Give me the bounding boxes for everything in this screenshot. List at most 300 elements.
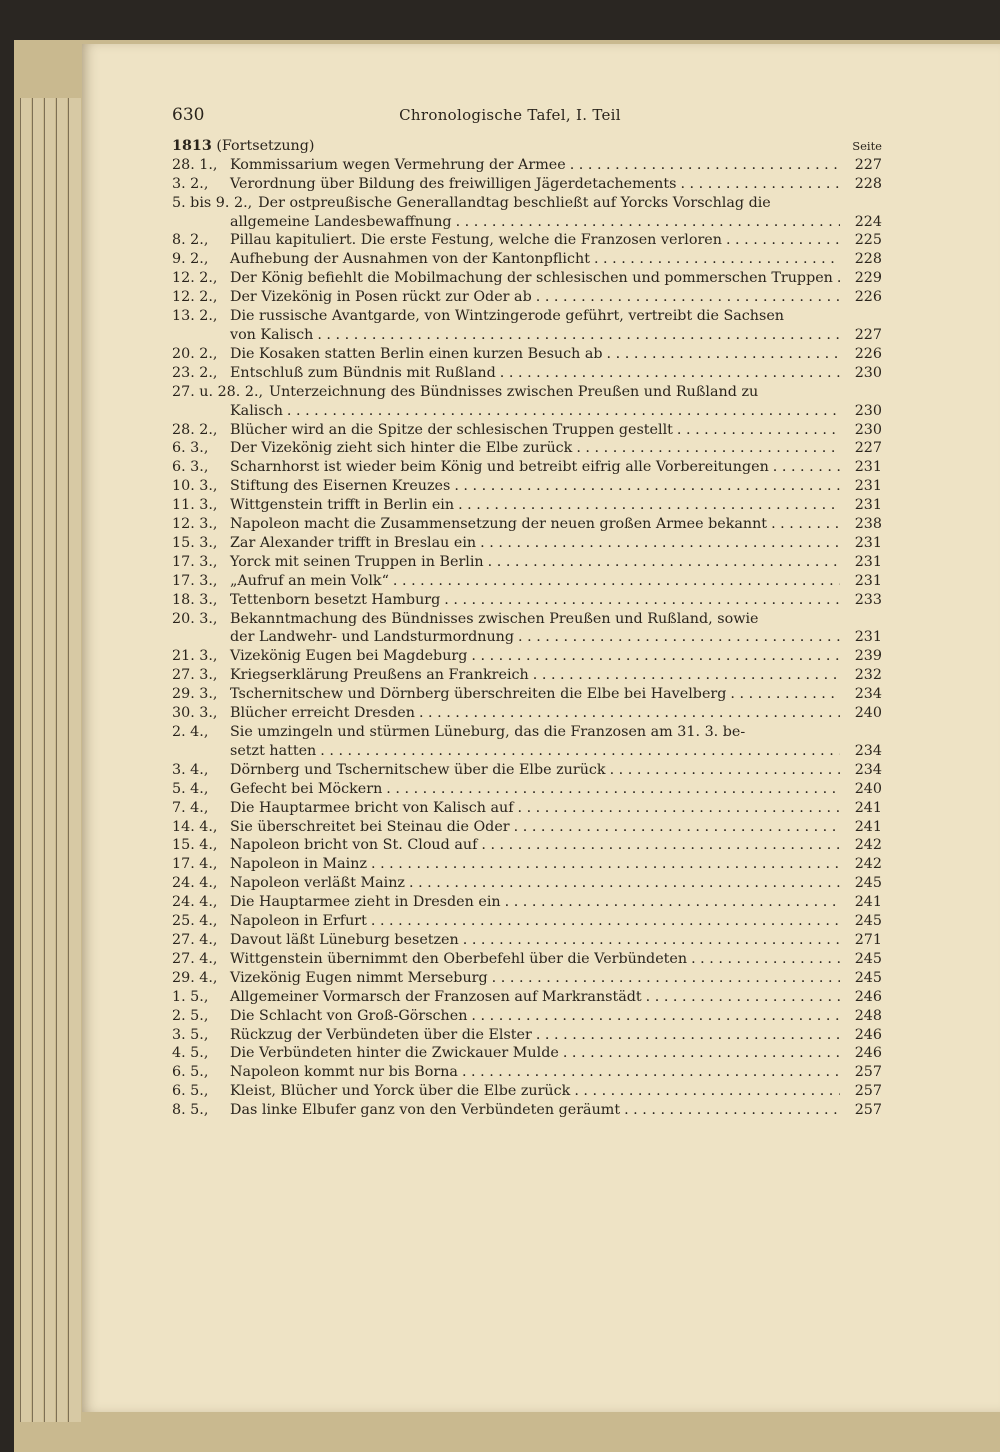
entry-line [230, 591, 882, 610]
entry-page-ref: 246 [854, 1026, 882, 1043]
entry-text: Die Kosaken statten Berlin einen kurzen Besuch ab [230, 345, 603, 362]
entry-body [230, 874, 882, 893]
entry-page-ref: 231 [854, 572, 882, 589]
entry-text: Tschernitschew und Dörnberg überschreiten die Elbe bei Havelberg [230, 686, 727, 703]
entry-text: Unterzeichnung des Bündnisses zwischen Preußen und Rußland zu [269, 383, 759, 400]
entry-text: Napoleon in Erfurt [230, 913, 367, 930]
dot-leader [570, 1082, 840, 1101]
chronology-entry [172, 761, 882, 780]
entry-line [230, 836, 882, 855]
column-label: Seite [852, 138, 882, 153]
page-header [172, 106, 882, 125]
entry-date: 27. 4., [172, 950, 218, 967]
entry-date: 15. 3., [172, 534, 218, 551]
entry-text: allgemeine Landesbewaffnung [230, 213, 452, 230]
page-edge [44, 98, 55, 1422]
dot-leader [313, 326, 840, 345]
chronology-entry [172, 1082, 882, 1101]
entry-date: 2. 5., [172, 1007, 209, 1024]
entry-body [230, 610, 882, 648]
chronology-entry [172, 421, 882, 440]
entry-date: 10. 3., [172, 478, 218, 495]
entry-text: Scharnhorst ist wieder beim König und betreibt eifrig alle Vorbereitungen [230, 459, 769, 476]
entry-text: Vizekönig Eugen bei Magdeburg [230, 648, 468, 665]
dot-leader [382, 780, 840, 799]
dot-leader [559, 1044, 840, 1063]
entry-body [230, 231, 882, 250]
entry-date: 6. 3., [172, 459, 209, 476]
chronology-entry [172, 572, 882, 591]
entry-line [230, 799, 882, 818]
entry-body [230, 553, 882, 572]
entry-text: von Kalisch [230, 326, 314, 343]
entry-line [230, 874, 882, 893]
entry-line [230, 818, 882, 837]
chronology-entry [172, 1063, 882, 1082]
chronology-entry [172, 610, 882, 648]
entry-text: Napoleon macht die Zusammensetzung der neuen großen Armee bekannt [230, 516, 768, 533]
entry-date: 30. 3., [172, 705, 218, 722]
entry-line [230, 1007, 882, 1026]
entry-text: Allgemeiner Vormarsch der Franzosen auf Markranstädt [230, 988, 642, 1005]
dot-leader [452, 213, 840, 232]
entry-page-ref: 230 [854, 421, 882, 438]
dot-leader [532, 1026, 840, 1045]
dot-leader [514, 799, 841, 818]
chronology-entry [172, 553, 882, 572]
entry-text: Kalisch [230, 402, 283, 419]
entry-body [230, 761, 882, 780]
dot-leader [726, 685, 840, 704]
entry-date: 13. 2., [172, 308, 218, 325]
dot-leader [440, 591, 840, 610]
entry-page-ref: 246 [854, 1045, 882, 1062]
entry-line [230, 742, 882, 761]
entry-body [230, 685, 882, 704]
entry-date: 15. 4., [172, 837, 218, 854]
chronology-entry [172, 704, 882, 723]
dot-leader [620, 1101, 840, 1120]
entry-line [230, 175, 882, 194]
entry-body [230, 818, 882, 837]
entry-date: 3. 4., [172, 761, 209, 778]
dot-leader [283, 402, 840, 421]
entry-line [230, 761, 882, 780]
entry-line [230, 421, 882, 440]
entry-date: 8. 2., [172, 232, 209, 249]
entry-line [230, 704, 882, 723]
entry-page-ref: 230 [854, 402, 882, 419]
page-number: 630 [172, 105, 205, 125]
entry-body [230, 988, 882, 1007]
entry-line [230, 288, 882, 307]
entry-date: 3. 2., [172, 175, 209, 192]
entry-text: Napoleon bricht von St. Cloud auf [230, 837, 478, 854]
entry-text: „Aufruf an mein Volk“ [230, 572, 389, 589]
dot-leader [532, 288, 840, 307]
page-content [172, 106, 882, 1120]
entry-line [230, 969, 882, 988]
entry-line [230, 364, 882, 383]
entry-line [230, 931, 882, 950]
entry-page-ref: 238 [854, 516, 882, 533]
chronology-entry [172, 194, 882, 232]
entry-body [230, 421, 882, 440]
entry-page-ref: 231 [854, 553, 882, 570]
chronology-entry [172, 1101, 882, 1120]
entry-body [172, 194, 882, 232]
entry-page-ref: 242 [854, 856, 882, 873]
chronology-entry [172, 855, 882, 874]
chronology-entry [172, 383, 882, 421]
entry-text: Sie überschreitet bei Steinau die Oder [230, 818, 510, 835]
entry-date: 20. 3., [172, 610, 218, 627]
entry-line [230, 855, 882, 874]
chronology-entry [172, 250, 882, 269]
chronology-entry [172, 647, 882, 666]
year-heading: 1813 [172, 137, 212, 154]
entry-line [230, 723, 882, 742]
entry-body [230, 950, 882, 969]
entry-page-ref: 231 [854, 534, 882, 551]
entry-page-ref: 241 [854, 799, 882, 816]
entry-line [230, 988, 882, 1007]
entry-body [230, 1082, 882, 1101]
dot-leader [389, 572, 840, 591]
entry-page-ref: 224 [854, 213, 882, 230]
entry-text: Tettenborn besetzt Hamburg [230, 591, 441, 608]
entry-body [230, 1063, 882, 1082]
dot-leader [477, 836, 840, 855]
entry-line [172, 213, 882, 232]
entry-text: Kriegserklärung Preußens an Frankreich [230, 667, 529, 684]
entry-page-ref: 227 [854, 440, 882, 457]
chronology-entry [172, 534, 882, 553]
entry-page-ref: 227 [854, 326, 882, 343]
entry-date: 5. bis 9. 2., [172, 194, 253, 211]
dot-leader [642, 988, 840, 1007]
entry-date: 18. 3., [172, 591, 218, 608]
entry-body [230, 458, 882, 477]
entry-text: Stiftung des Eisernen Kreuzes [230, 478, 451, 495]
entry-body [230, 931, 882, 950]
entry-page-ref: 257 [854, 1064, 882, 1081]
entry-body [230, 250, 882, 269]
chronology-entry [172, 231, 882, 250]
entry-text: setzt hatten [230, 742, 317, 759]
entry-date: 6. 3., [172, 440, 209, 457]
chronology-entry [172, 666, 882, 685]
entry-date: 23. 2., [172, 364, 218, 381]
page-edge [32, 98, 43, 1422]
entry-text: Kommissarium wegen Vermehrung der Armee [230, 156, 566, 173]
chronology-entry [172, 780, 882, 799]
entry-text: Die Hauptarmee zieht in Dresden ein [230, 894, 501, 911]
dot-leader [676, 175, 840, 194]
entry-text: Pillau kapituliert. Die erste Festung, welche die Franzosen verloren [230, 232, 722, 249]
dot-leader [367, 855, 840, 874]
entry-date: 12. 2., [172, 289, 218, 306]
entry-line [230, 628, 882, 647]
year-note: (Fortsetzung) [216, 137, 315, 154]
entry-line [172, 194, 882, 213]
entry-date: 1. 5., [172, 988, 209, 1005]
dot-leader [673, 421, 840, 440]
entry-line [230, 1026, 882, 1045]
entry-text: Vizekönig Eugen nimmt Merseburg [230, 969, 488, 986]
chronology-entry [172, 893, 882, 912]
dot-leader [450, 477, 840, 496]
dot-leader [501, 893, 840, 912]
entry-page-ref: 231 [854, 629, 882, 646]
entry-text: Der Vizekönig in Posen rückt zur Oder ab [230, 289, 532, 306]
entry-text: Gefecht bei Möckern [230, 780, 383, 797]
entry-page-ref: 248 [854, 1007, 882, 1024]
entry-line [230, 496, 882, 515]
page-edge [20, 98, 31, 1422]
entry-body [230, 156, 882, 175]
entry-date: 29. 3., [172, 686, 218, 703]
entry-body [230, 307, 882, 345]
entry-page-ref: 231 [854, 497, 882, 514]
chronology-entry [172, 269, 882, 288]
entry-text: Der Vizekönig zieht sich hinter die Elbe zurück [230, 440, 573, 457]
chronology-entry [172, 969, 882, 988]
entry-text: Die Schlacht von Groß-Görschen [230, 1007, 468, 1024]
chronology-entry [172, 799, 882, 818]
entry-line [230, 269, 882, 288]
entry-text: Die Hauptarmee bricht von Kalisch auf [230, 799, 514, 816]
entry-date: 2. 4., [172, 724, 209, 740]
entry-date: 25. 4., [172, 913, 218, 930]
chronology-entry [172, 591, 882, 610]
dot-leader [514, 628, 840, 647]
dot-leader [467, 647, 840, 666]
entry-list [172, 156, 882, 1120]
entry-text: Entschluß zum Bündnis mit Rußland [230, 364, 496, 381]
entry-body [230, 836, 882, 855]
entry-body [230, 269, 882, 288]
entry-body [230, 647, 882, 666]
entry-line [230, 780, 882, 799]
entry-page-ref: 245 [854, 875, 882, 892]
entry-text: Wittgenstein übernimmt den Oberbefehl über die Verbündeten [230, 950, 688, 967]
entry-page-ref: 239 [854, 648, 882, 665]
entry-date: 5. 4., [172, 780, 209, 797]
entry-date: 9. 2., [172, 251, 209, 268]
entry-page-ref: 245 [854, 950, 882, 967]
chronology-entry [172, 156, 882, 175]
dot-leader [367, 912, 840, 931]
entry-body [230, 439, 882, 458]
entry-text: Der König befiehlt die Mobilmachung der schlesischen und pommerschen Truppen [230, 270, 833, 287]
dot-leader [572, 439, 840, 458]
entry-body [230, 1007, 882, 1026]
entry-text: Aufhebung der Ausnahmen von der Kantonpflicht [230, 251, 590, 268]
year-heading-group [172, 137, 314, 156]
entry-line [230, 534, 882, 553]
entry-date: 29. 4., [172, 969, 218, 986]
chronology-entry [172, 458, 882, 477]
entry-body [230, 855, 882, 874]
dot-leader [566, 156, 840, 175]
entry-page-ref: 245 [854, 913, 882, 930]
entry-page-ref: 229 [854, 270, 882, 287]
entry-date: 28. 1., [172, 156, 218, 173]
entry-line [230, 1101, 882, 1120]
page-edge [68, 98, 81, 1422]
entry-text: Rückzug der Verbündeten über die Elster [230, 1026, 532, 1043]
entry-page-ref: 225 [854, 232, 882, 249]
chronology-entry [172, 288, 882, 307]
chronology-entry [172, 439, 882, 458]
entry-line [230, 345, 882, 364]
entry-date: 28. 2., [172, 421, 218, 438]
entry-body [230, 496, 882, 515]
dot-leader [769, 458, 840, 477]
entry-body [230, 893, 882, 912]
entry-body [230, 364, 882, 383]
entry-line [230, 685, 882, 704]
chronology-entry [172, 818, 882, 837]
entry-body [230, 345, 882, 364]
entry-text: Kleist, Blücher und Yorck über die Elbe zurück [230, 1083, 571, 1100]
entry-line [230, 893, 882, 912]
entry-date: 6. 5., [172, 1064, 209, 1081]
entry-text: Verordnung über Bildung des freiwilligen Jägerdetachements [230, 175, 677, 192]
entry-text: Zar Alexander trifft in Breslau ein [230, 534, 477, 551]
entry-body [230, 799, 882, 818]
chronology-entry [172, 496, 882, 515]
entry-text: der Landwehr- und Landsturmordnung [230, 629, 515, 646]
entry-date: 17. 3., [172, 553, 218, 570]
chronology-entry [172, 515, 882, 534]
entry-page-ref: 241 [854, 894, 882, 911]
dot-leader [484, 553, 840, 572]
entry-line [230, 439, 882, 458]
entry-date: 4. 5., [172, 1045, 209, 1062]
entry-page-ref: 226 [854, 289, 882, 306]
chronology-entry [172, 345, 882, 364]
dot-leader [833, 269, 840, 288]
entry-body [230, 534, 882, 553]
entry-line [230, 250, 882, 269]
entry-text: Der ostpreußische Generallandtag beschließt auf Yorcks Vorschlag die [258, 194, 771, 211]
entry-date: 12. 3., [172, 516, 218, 533]
entry-text: Napoleon kommt nur bis Borna [230, 1064, 458, 1081]
dot-leader [467, 1007, 840, 1026]
entry-date: 7. 4., [172, 799, 209, 816]
chronology-entry [172, 950, 882, 969]
entry-date: 12. 2., [172, 270, 218, 287]
entry-date: 24. 4., [172, 875, 218, 892]
entry-page-ref: 233 [854, 591, 882, 608]
entry-body [230, 591, 882, 610]
dot-leader [606, 761, 840, 780]
entry-text: Sie umzingeln und stürmen Lüneburg, das die Franzosen am 31. 3. be- [230, 724, 746, 740]
chronology-entry [172, 685, 882, 704]
entry-page-ref: 231 [854, 459, 882, 476]
entry-text: Davout läßt Lüneburg besetzen [230, 931, 459, 948]
entry-page-ref: 228 [854, 251, 882, 268]
chronology-entry [172, 912, 882, 931]
entry-line [230, 1044, 882, 1063]
entry-page-ref: 245 [854, 969, 882, 986]
running-header: Chronologische Tafel, I. Teil [399, 106, 621, 124]
entry-body [230, 969, 882, 988]
entry-body [230, 515, 882, 534]
entry-page-ref: 257 [854, 1102, 882, 1119]
entry-page-ref: 234 [854, 761, 882, 778]
entry-date: 17. 3., [172, 572, 218, 589]
dot-leader [415, 704, 840, 723]
dot-leader [459, 931, 840, 950]
entry-body [230, 1026, 882, 1045]
entry-body [230, 723, 882, 761]
entry-line [230, 477, 882, 496]
entry-line [230, 1082, 882, 1101]
entry-date: 3. 5., [172, 1026, 209, 1043]
entry-body [172, 383, 882, 421]
entry-line [230, 647, 882, 666]
dot-leader [529, 666, 840, 685]
entry-line [230, 666, 882, 685]
dot-leader [488, 969, 840, 988]
entry-line [230, 326, 882, 345]
page-edge [56, 98, 67, 1422]
entry-line [230, 950, 882, 969]
entry-text: Napoleon in Mainz [230, 856, 367, 873]
chronology-entry [172, 988, 882, 1007]
dot-leader [767, 515, 840, 534]
entry-date: 11. 3., [172, 497, 218, 514]
dot-leader [476, 534, 840, 553]
chronology-entry [172, 175, 882, 194]
chronology-entry [172, 1026, 882, 1045]
entry-line [230, 610, 882, 629]
entry-line [230, 231, 882, 250]
entry-text: Napoleon verläßt Mainz [230, 875, 405, 892]
entry-line [230, 156, 882, 175]
entry-body [230, 780, 882, 799]
entry-page-ref: 226 [854, 345, 882, 362]
entry-line [172, 402, 882, 421]
entry-body [230, 477, 882, 496]
entry-date: 8. 5., [172, 1102, 209, 1119]
entry-page-ref: 232 [854, 667, 882, 684]
entry-text: Das linke Elbufer ganz von den Verbündeten geräumt [230, 1102, 621, 1119]
entry-page-ref: 231 [854, 478, 882, 495]
dot-leader [496, 364, 840, 383]
year-heading-line [172, 137, 882, 156]
entry-page-ref: 228 [854, 175, 882, 192]
entry-date: 21. 3., [172, 648, 218, 665]
entry-text: Dörnberg und Tschernitschew über die Elbe zurück [230, 761, 606, 778]
chronology-entry [172, 723, 882, 761]
entry-page-ref: 242 [854, 837, 882, 854]
entry-page-ref: 227 [854, 156, 882, 173]
entry-page-ref: 257 [854, 1083, 882, 1100]
entry-body [230, 1101, 882, 1120]
entry-text: Blücher wird an die Spitze der schlesischen Truppen gestellt [230, 421, 673, 438]
entry-page-ref: 241 [854, 818, 882, 835]
entry-line [230, 307, 882, 326]
dot-leader [454, 496, 840, 515]
entry-date: 27. 3., [172, 667, 218, 684]
entry-page-ref: 271 [854, 931, 882, 948]
chronology-entry [172, 836, 882, 855]
entry-line [230, 458, 882, 477]
